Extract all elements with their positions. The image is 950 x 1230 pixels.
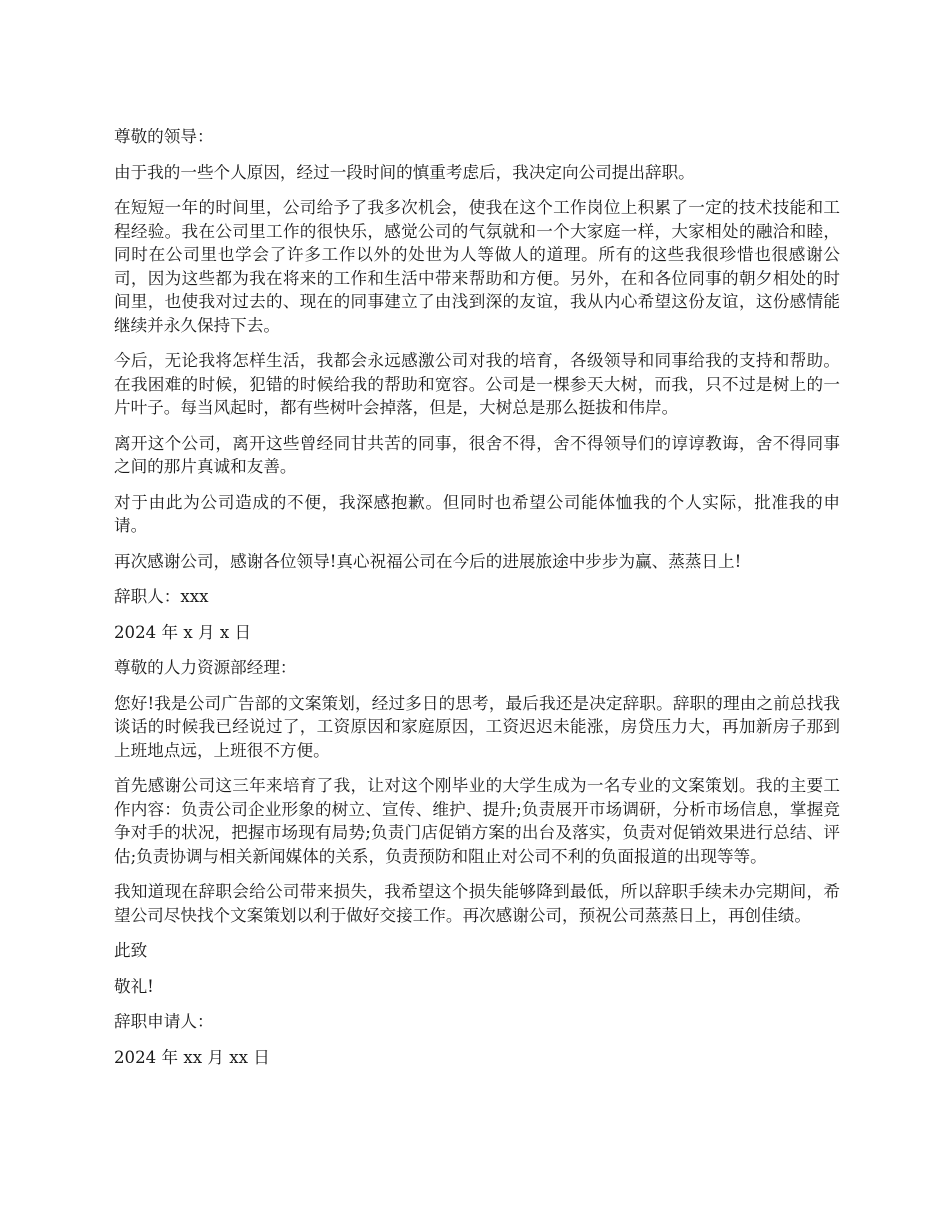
letter1-paragraph: 再次感谢公司，感谢各位领导!真心祝福公司在今后的进展旅途中步步为赢、蒸蒸日上! [114, 551, 742, 571]
letter1-date: 2024 年 x 月 x 日 [114, 622, 252, 642]
letter2-closing: 此致 [114, 941, 148, 960]
letter1-salutation: 尊敬的领导： [114, 127, 214, 146]
letter1-paragraph: 离开这个公司，离开这些曾经同甘共苦的同事，很舍不得，舍不得领导们的谆谆教诲，舍不得同事之间的那片真诚和友善。 [114, 433, 840, 476]
letter2-salutation: 尊敬的人力资源部经理： [114, 658, 297, 677]
letter1-paragraph: 在短短一年的时间里，公司给予了我多次机会，使我在这个工作岗位上积累了一定的技术技能和工程经验。我在公司里工作的很快乐，感觉公司的气氛就和一个大家庭一样，大家相处的融洽和睦，同时在公司里也学会了许多工作以外的处世为人等做人的道理。所有的这些我很珍惜也很感谢公司，因为这些都为我在将来的工作和生活中带来帮助和方便。另外，在和各位同事的朝夕相处的时间里，也使我对过去的、现在的同事建立了由浅到深的友谊，我从内心希望这份友谊，这份感情能继续并永久保持下去。 [114, 198, 840, 335]
letter2-signature: 辞职申请人： [114, 1012, 214, 1031]
letter1-paragraph: 对于由此为公司造成的不便，我深感抱歉。但同时也希望公司能体恤我的个人实际，批准我的申请。 [114, 492, 840, 535]
letter1-paragraph: 今后，无论我将怎样生活，我都会永远感激公司对我的培育，各级领导和同事给我的支持和帮助。在我困难的时候，犯错的时候给我的帮助和宽容。公司是一棵参天大树，而我，只不过是树上的一片叶子。每当风起时，都有些树叶会掉落，但是，大树总是那么挺拔和伟岸。 [114, 351, 840, 417]
letter2-paragraph: 我知道现在辞职会给公司带来损失，我希望这个损失能够降到最低，所以辞职手续未办完期间，希望公司尽快找个文案策划以利于做好交接工作。再次感谢公司，预祝公司蒸蒸日上，再创佳绩。 [114, 882, 840, 925]
letter2-closing: 敬礼! [114, 976, 154, 996]
letter1-paragraph: 由于我的一些个人原因，经过一段时间的慎重考虑后，我决定向公司提出辞职。 [114, 162, 695, 182]
letter2-paragraph: 首先感谢公司这三年来培育了我，让对这个刚毕业的大学生成为一名专业的文案策划。我的主要工作内容：负责公司企业形象的树立、宣传、维护、提升;负责展开市场调研，分析市场信息，掌握竞争对手的状况，把握市场现有局势;负责门店促销方案的出台及落实，负责对促销效果进行总结、评估;负责协调与相关新闻媒体的关系，负责预防和阻止对公司不利的负面报道的出现等等。 [114, 776, 840, 866]
letter1-signature: 辞职人：xxx [114, 587, 209, 606]
letter2-paragraph: 您好!我是公司广告部的文案策划，经过多日的思考，最后我还是决定辞职。辞职的理由之前总找我谈话的时候我已经说过了，工资原因和家庭原因，工资迟迟未能涨，房贷压力大，再加新房子那到上班地点远，上班很不方便。 [114, 693, 840, 760]
letter2-date: 2024 年 xx 月 xx 日 [114, 1047, 270, 1067]
document-body [114, 125, 840, 1081]
